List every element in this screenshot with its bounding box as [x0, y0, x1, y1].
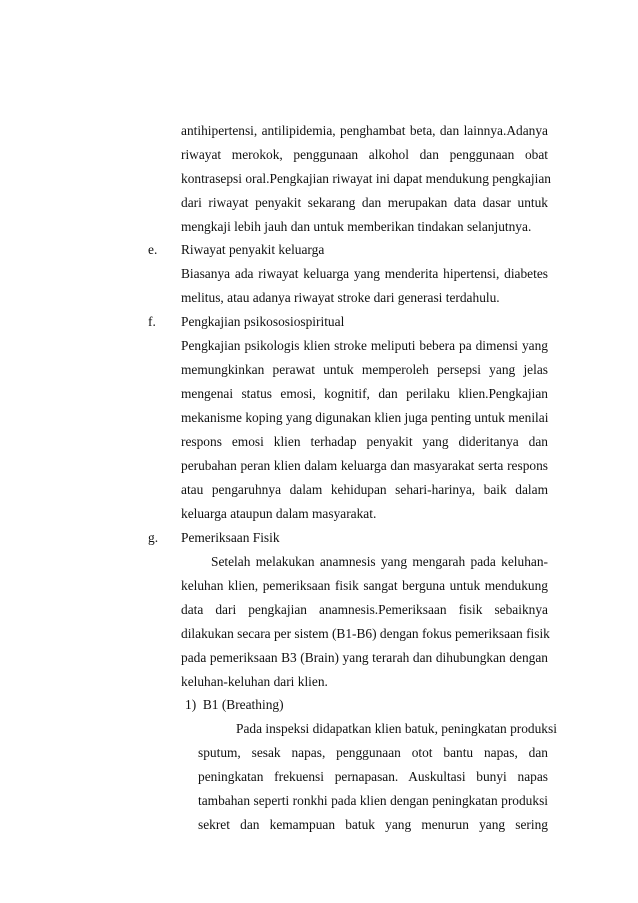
text-line: Pengkajian psikologis klien stroke meliputi bebera pa dimensi yang	[181, 338, 548, 353]
text-line: memungkinkan perawat untuk memperoleh persepsi yang jelas	[181, 362, 548, 377]
text-line: sputum, sesak napas, penggunaan otot bantu napas, dan	[198, 745, 548, 760]
text-line: dari riwayat penyakit sekarang dan merupakan data dasar untuk	[181, 195, 548, 210]
text-line: keluhan-keluhan dari klien.	[181, 674, 328, 689]
subsection-heading: 1) B1 (Breathing)	[185, 697, 284, 712]
list-marker: e.	[148, 242, 158, 257]
list-marker: f.	[148, 314, 156, 329]
text-line: kontrasepsi oral.Pengkajian riwayat ini dapat mendukung pengkajian	[181, 171, 552, 186]
text-line: Setelah melakukan anamnesis yang mengarah pada keluhan-	[211, 554, 548, 569]
text-line: Biasanya ada riwayat keluarga yang menderita hipertensi, diabetes	[181, 266, 548, 281]
text-line: antihipertensi, antilipidemia, penghambat beta, dan lainnya.Adanya	[181, 123, 548, 138]
text-line: respons emosi klien terhadap penyakit yang dideritanya dan	[181, 434, 548, 449]
section-heading	[148, 240, 548, 260]
text-line: melitus, atau adanya riwayat stroke dari generasi terdahulu.	[181, 290, 500, 305]
heading-text: Pemeriksaan Fisik	[181, 530, 280, 545]
text-line: pada pemeriksaan B3 (Brain) yang terarah dan dihubungkan dengan	[181, 650, 548, 665]
list-marker: g.	[148, 530, 159, 545]
text-line: mekanisme koping yang digunakan klien juga penting untuk menilai	[181, 410, 549, 425]
text-line: peningkatan frekuensi pernapasan. Auskultasi bunyi napas	[198, 769, 548, 784]
section-heading	[148, 312, 548, 332]
text-line: keluhan klien, pemeriksaan fisik sangat berguna untuk mendukung	[181, 578, 548, 593]
text-line: perubahan peran klien dalam keluarga dan masyarakat serta respons	[181, 458, 548, 473]
text-line: mengenai status emosi, kognitif, dan perilaku klien.Pengkajian	[181, 386, 548, 401]
text-line: mengkaji lebih jauh dan untuk memberikan tindakan selanjutnya.	[181, 219, 532, 234]
text-line: tambahan seperti ronkhi pada klien dengan peningkatan produksi	[198, 793, 548, 808]
text-line: data dari pengkajian anamnesis.Pemeriksaan fisik sebaiknya	[181, 602, 548, 617]
text-line: atau pengaruhnya dalam kehidupan sehari-harinya, baik dalam	[181, 482, 548, 497]
heading-text: Riwayat penyakit keluarga	[181, 242, 325, 257]
text-line: Pada inspeksi didapatkan klien batuk, peningkatan produksi	[236, 721, 557, 736]
heading-text: Pengkajian psikososiospiritual	[181, 314, 345, 329]
text-line: dilakukan secara per sistem (B1-B6) dengan fokus pemeriksaan fisik	[181, 626, 550, 641]
text-line: sekret dan kemampuan batuk yang menurun yang sering	[198, 817, 548, 832]
text-line: riwayat merokok, penggunaan alkohol dan penggunaan obat	[181, 147, 548, 162]
text-line: keluarga ataupun dalam masyarakat.	[181, 506, 377, 521]
section-heading	[148, 528, 548, 548]
